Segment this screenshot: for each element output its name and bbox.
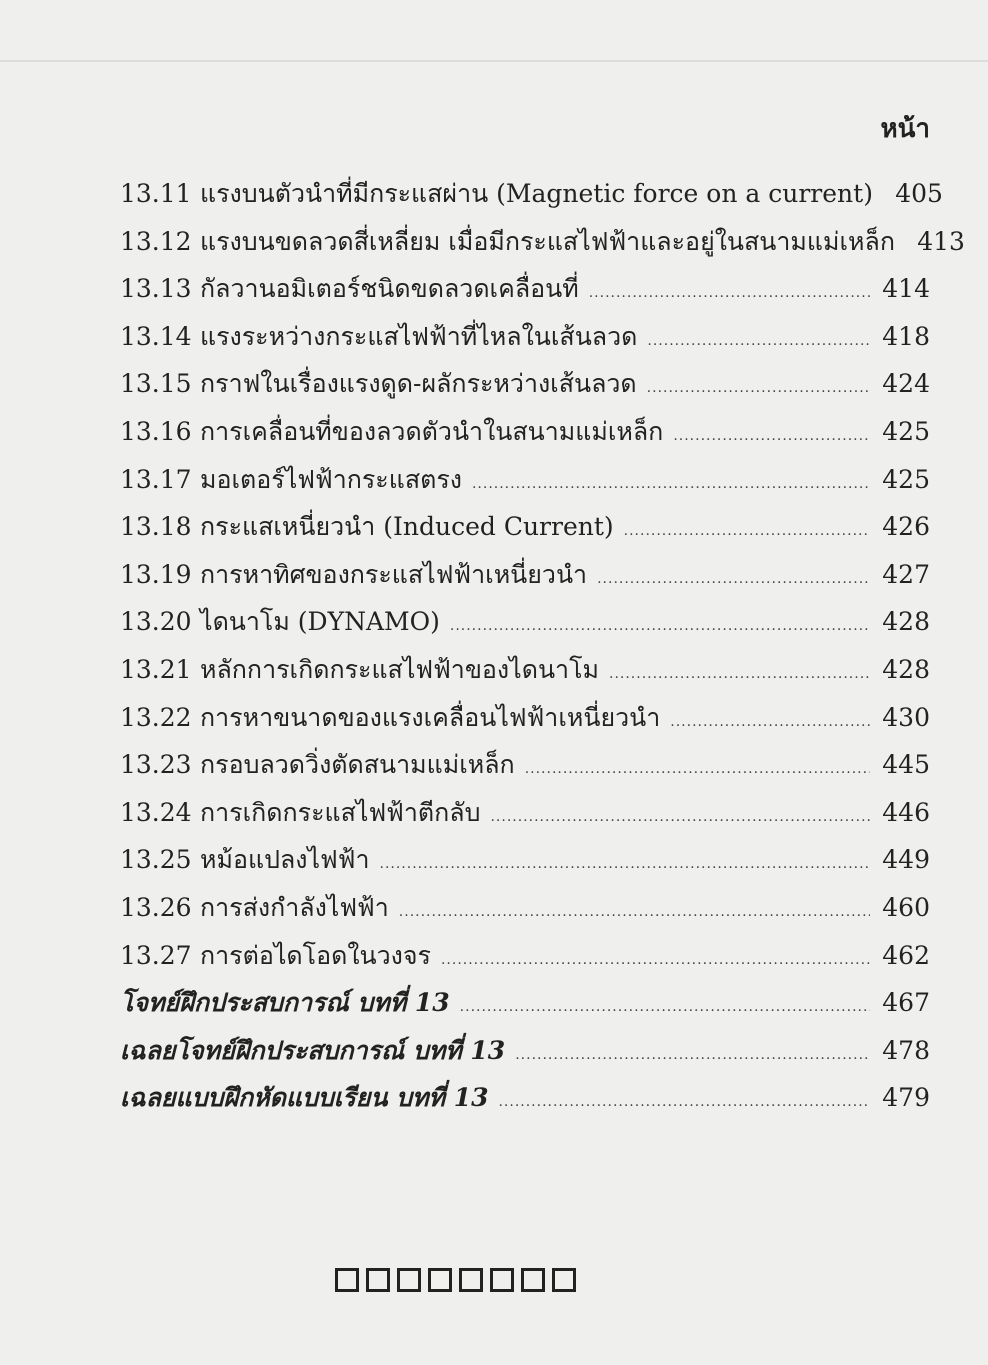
section-title: การหาทิศของกระแสไฟฟ้าเหนี่ยวนำ	[200, 559, 588, 589]
toc-entry	[120, 793, 930, 841]
toc-entry	[120, 602, 930, 650]
toc-entry	[120, 507, 930, 555]
toc-entry	[120, 650, 930, 698]
leader-dots	[673, 428, 870, 444]
page-number: 425	[882, 416, 930, 446]
toc-entry	[120, 174, 943, 222]
section-number: 13.21	[120, 654, 192, 684]
section-title: การหาขนาดของแรงเคลื่อนไฟฟ้าเหนี่ยวนำ	[200, 702, 661, 732]
toc-entry	[120, 222, 965, 270]
ornament-box	[366, 1268, 390, 1292]
page-number: 428	[882, 607, 930, 637]
toc-entry	[120, 460, 930, 508]
section-title: มอเตอร์ไฟฟ้ากระแสตรง	[200, 464, 462, 494]
section-number: 13.26	[120, 892, 192, 922]
page-number: 427	[882, 559, 930, 589]
ornament-box	[335, 1268, 359, 1292]
page-number: 428	[882, 654, 930, 684]
ornament-box	[521, 1268, 545, 1292]
section-title: การส่งกำลังไฟฟ้า	[200, 892, 389, 922]
page-number: 462	[882, 940, 930, 970]
leader-dots	[525, 761, 870, 777]
section-title: กระแสเหนี่ยวนำ (Induced Current)	[200, 512, 614, 542]
section-title: แรงระหว่างกระแสไฟฟ้าที่ไหลในเส้นลวด	[200, 321, 638, 351]
section-title: ไดนาโม (DYNAMO)	[200, 607, 440, 637]
section-number: 13.15	[120, 369, 192, 399]
section-number: 13.16	[120, 416, 192, 446]
toc-extra-entry	[120, 1078, 930, 1126]
section-number: 13.14	[120, 321, 192, 351]
leader-dots	[609, 666, 870, 682]
page-column-header: หน้า	[880, 114, 930, 144]
leader-dots	[498, 1094, 870, 1110]
toc-entry	[120, 745, 930, 793]
ornament-box	[490, 1268, 514, 1292]
leader-dots	[399, 904, 870, 920]
section-title: แรงบนขดลวดสี่เหลี่ยม เมื่อมีกระแสไฟฟ้าและอยู่ในสนามแม่เหล็ก	[200, 226, 895, 256]
section-number: 13.12	[120, 226, 192, 256]
toc-entry	[120, 888, 930, 936]
toc-entry	[120, 840, 930, 888]
toc-extra-entry	[120, 983, 930, 1031]
page-number: 478	[882, 1035, 930, 1065]
page-number: 418	[882, 321, 930, 351]
table-of-contents	[120, 174, 965, 1126]
section-number: 13.13	[120, 274, 192, 304]
page-number: 449	[882, 845, 930, 875]
toc-entry	[120, 412, 930, 460]
ornament-box	[428, 1268, 452, 1292]
section-title: หม้อแปลงไฟฟ้า	[200, 845, 370, 875]
section-title: เฉลยโจทย์ฝึกประสบการณ์ บทที่ 13	[120, 1035, 506, 1065]
leader-dots	[647, 333, 870, 349]
section-number: 13.17	[120, 464, 192, 494]
leader-dots	[450, 618, 870, 634]
ornament-box	[552, 1268, 576, 1292]
page-number: 413	[917, 226, 965, 256]
ornament-box	[397, 1268, 421, 1292]
show-through-bleed	[0, 0, 988, 62]
section-title: หลักการเกิดกระแสไฟฟ้าของไดนาโม	[200, 654, 599, 684]
section-number: 13.27	[120, 940, 192, 970]
page-number: 425	[882, 464, 930, 494]
toc-entry	[120, 555, 930, 603]
section-number: 13.20	[120, 607, 192, 637]
toc-entry	[120, 364, 930, 412]
leader-dots	[472, 476, 870, 492]
toc-extra-entry	[120, 1031, 930, 1079]
section-title: การเกิดกระแสไฟฟ้าตีกลับ	[200, 797, 481, 827]
page-number: 430	[882, 702, 930, 732]
toc-entry	[120, 936, 930, 984]
section-number: 13.23	[120, 750, 192, 780]
leader-dots	[670, 714, 870, 730]
leader-dots	[380, 856, 871, 872]
leader-dots	[490, 809, 870, 825]
page-number: 424	[882, 369, 930, 399]
toc-entry	[120, 317, 930, 365]
leader-dots	[647, 380, 870, 396]
page-number: 445	[882, 750, 930, 780]
section-number: 13.19	[120, 559, 192, 589]
section-title: กรอบลวดวิ่งตัดสนามแม่เหล็ก	[200, 750, 515, 780]
leader-dots	[624, 523, 870, 539]
end-ornament-boxes	[335, 1268, 576, 1292]
leader-dots	[589, 285, 870, 301]
ornament-box	[459, 1268, 483, 1292]
toc-entry	[120, 269, 930, 317]
section-number: 13.24	[120, 797, 192, 827]
section-number: 13.22	[120, 702, 192, 732]
section-number: 13.25	[120, 845, 192, 875]
page-number: 426	[882, 512, 930, 542]
section-title: กราฟในเรื่องแรงดูด-ผลักระหว่างเส้นลวด	[200, 369, 637, 399]
section-title: การต่อไดโอดในวงจร	[200, 940, 431, 970]
leader-dots	[515, 1047, 870, 1063]
toc-entry	[120, 698, 930, 746]
page-number: 414	[882, 274, 930, 304]
page-number: 460	[882, 892, 930, 922]
page-number: 479	[882, 1083, 930, 1113]
section-number: 13.18	[120, 512, 192, 542]
page-number: 467	[882, 988, 930, 1018]
leader-dots	[441, 952, 870, 968]
section-title: โจทย์ฝึกประสบการณ์ บทที่ 13	[120, 988, 450, 1018]
section-title: เฉลยแบบฝึกหัดแบบเรียน บทที่ 13	[120, 1083, 489, 1113]
section-title: แรงบนตัวนำที่มีกระแสผ่าน (Magnetic force on a current)	[200, 179, 873, 208]
section-number: 13.11	[120, 179, 192, 208]
page-number: 446	[882, 797, 930, 827]
leader-dots	[460, 999, 870, 1015]
page-number: 405	[895, 179, 943, 208]
section-title: การเคลื่อนที่ของลวดตัวนำในสนามแม่เหล็ก	[200, 416, 664, 446]
leader-dots	[597, 571, 870, 587]
section-title: กัลวานอมิเตอร์ชนิดขดลวดเคลื่อนที่	[200, 274, 579, 304]
